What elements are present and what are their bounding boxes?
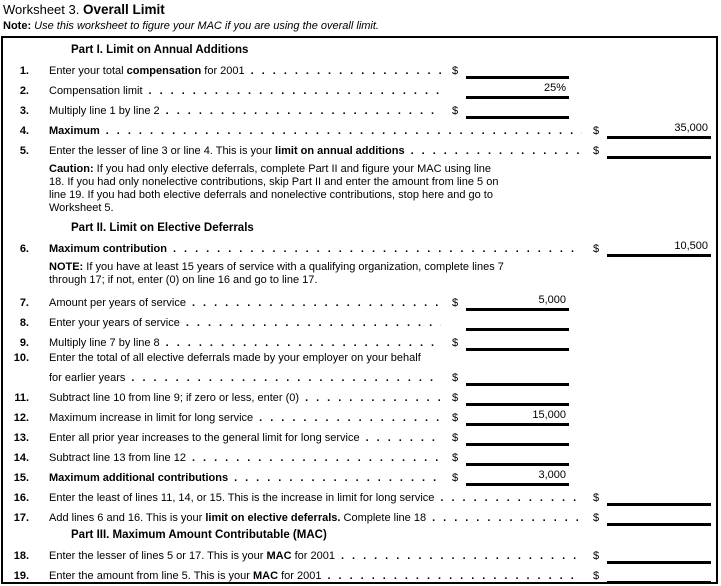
answer-value-line-15: 3,000 [538,469,566,481]
worksheet-row-7 [3,291,711,311]
usage-note-label: Note: [3,20,32,32]
answer-blank-line-15 [466,470,569,486]
usage-note-text: Use this worksheet to figure your MAC if you are using the overall limit. [34,20,379,32]
dollar-sign: $ [592,125,600,137]
answer-blank-line-9[interactable] [466,335,569,351]
dotted-leader [186,317,441,331]
line-label: Enter the lesser of lines 5 or 17. This is your MAC for 2001 [49,550,335,562]
line-label: Add lines 6 and 16. This is your limit on elective deferrals. Complete line 18 [49,512,427,524]
answer-blank-line-18[interactable] [607,548,711,564]
answer-value-line-7: 5,000 [538,294,566,306]
dollar-sign: $ [451,337,459,349]
worksheet-row-10 [3,351,711,366]
worksheet-row-10-cont [3,366,711,386]
line-number: 2. [19,85,29,97]
answer-value-line-6: 10,500 [674,240,708,252]
dollar-sign: $ [592,512,600,524]
line-number: 3. [19,105,29,117]
line-number: 14. [13,452,29,464]
dollar-sign: $ [451,372,459,384]
caution-note: Caution: If you had only elective deferrals, complete Part II and figure your MAC using line 18. If you had only nonelective contributions, skip Part II and enter the amount from line 5 on line 19. If you had both elective deferrals and nonelective contributions, stop here and go to Worksheet 5. [49,163,499,214]
worksheet-row-6 [3,237,711,257]
dollar-sign: $ [451,105,459,117]
dollar-sign: $ [451,297,459,309]
line-label: Subtract line 13 from line 12 [49,452,186,464]
answer-blank-line-17[interactable] [607,510,711,526]
line-number: 6. [19,243,29,255]
part-3-heading: Part III. Maximum Amount Contributable (MAC) [71,529,327,541]
answer-area [444,390,569,406]
service-note-label: NOTE: [49,261,87,273]
dotted-leader [259,412,441,426]
dollar-sign: $ [592,492,600,504]
dollar-sign: $ [451,452,459,464]
worksheet-row-9 [3,331,711,351]
worksheet-row-11 [3,386,711,406]
line-number: 5. [19,145,29,157]
line-number: 1. [19,65,29,77]
worksheet-row-15 [3,466,711,486]
dotted-leader [341,550,582,564]
answer-blank-line-11[interactable] [466,390,569,406]
dotted-leader [131,372,441,386]
dotted-leader [366,432,441,446]
worksheet-name: Overall Limit [82,2,165,17]
answer-area [585,143,711,159]
dotted-leader [411,145,582,159]
answer-area [585,241,711,257]
worksheet-row-18 [3,544,711,564]
dotted-leader [106,125,582,139]
answer-blank-line-5[interactable] [607,143,711,159]
worksheet-row-2 [3,79,711,99]
answer-value-line-12: 15,000 [532,409,566,421]
worksheet-row-14 [3,446,711,466]
line-number: 15. [13,472,29,484]
answer-blank-line-3[interactable] [466,103,569,119]
dotted-leader [234,472,441,486]
line-label: Maximum increase in limit for long service [49,412,254,424]
line-label: Enter all prior year increases to the general limit for long service [49,432,360,444]
answer-area [585,548,711,564]
line-label: Enter the total of all elective deferrals made by your employer on your behalf [49,352,421,364]
answer-area [444,103,569,119]
worksheet-box [1,36,718,584]
line-number: 7. [19,297,29,309]
answer-area [444,315,569,331]
answer-area [444,295,569,311]
line-number: 11. [14,392,29,404]
line-number: 8. [19,317,29,329]
answer-blank-line-4 [607,123,711,139]
page-title [0,0,721,17]
worksheet-row-8 [3,311,711,331]
answer-area [444,83,569,99]
answer-area [444,470,569,486]
dotted-leader [305,392,441,406]
line-label: Maximum contribution [49,243,167,255]
line-label: Enter the amount from line 5. This is your MAC for 2001 [49,570,322,582]
line-number: 12. [13,412,29,424]
line-label: Maximum [49,125,100,137]
line-label: Maximum additional contributions [49,472,229,484]
dotted-leader [440,492,582,506]
answer-blank-line-12 [466,410,569,426]
answer-area [585,568,711,584]
answer-area [444,370,569,386]
dotted-leader [166,337,441,351]
answer-blank-line-14[interactable] [466,450,569,466]
line-label: Compensation limit [49,85,143,97]
worksheet-row-1 [3,59,711,79]
worksheet-row-4 [3,119,711,139]
part-2-heading: Part II. Limit on Elective Deferrals [71,222,254,234]
answer-value-line-4: 35,000 [674,122,708,134]
line-number: 9. [19,337,29,349]
line-label: Multiply line 1 by line 2 [49,105,160,117]
answer-blank-line-6 [607,241,711,257]
line-number: 16. [13,492,29,504]
answer-blank-line-1[interactable] [466,63,569,79]
answer-blank-line-7 [466,295,569,311]
dotted-leader [432,512,582,526]
dollar-sign: $ [451,392,459,404]
answer-blank-line-8[interactable] [466,315,569,331]
worksheet-row-19 [3,564,711,584]
line-number: 4. [19,125,29,137]
line-label: Multiply line 7 by line 8 [49,337,160,349]
answer-area [585,123,711,139]
answer-value-line-2: 25% [543,82,566,94]
dotted-leader [166,105,441,119]
line-label: for earlier years [49,372,126,384]
line-number: 13. [13,432,29,444]
worksheet-row-12 [3,406,711,426]
dotted-leader [327,570,582,584]
line-label: Enter your years of service [49,317,180,329]
dotted-leader [192,297,441,311]
answer-blank-line-13[interactable] [466,430,569,446]
line-number: 19. [13,570,29,582]
answer-area [444,410,569,426]
dollar-sign: $ [592,243,600,255]
answer-area [444,335,569,351]
dollar-sign: $ [451,432,459,444]
answer-blank-line-16[interactable] [607,490,711,506]
answer-area [585,490,711,506]
dotted-leader [173,243,582,257]
dollar-sign: $ [592,145,600,157]
worksheet-number: Worksheet 3. [3,2,80,17]
part-1-heading: Part I. Limit on Annual Additions [71,44,249,56]
dotted-leader [192,452,441,466]
line-number [3,384,29,386]
answer-area [444,63,569,79]
line-label: Subtract line 10 from line 9; if zero or less, enter (0) [49,392,300,404]
answer-area [444,450,569,466]
service-note: NOTE: If you have at least 15 years of service with a qualifying organization, complete lines 7 through 17; if not, enter (0) on line 16 and go to line 17. [49,261,504,286]
dotted-leader [149,85,441,99]
answer-area [444,430,569,446]
line-label: Enter your total compensation for 2001 [49,65,245,77]
dollar-sign: $ [451,472,459,484]
line-number: 10. [13,352,29,364]
worksheet-row-5 [3,139,711,159]
line-number: 18. [13,550,29,562]
dollar-sign: $ [451,65,459,77]
dotted-leader [251,65,441,79]
answer-blank-line-10[interactable] [466,370,569,386]
line-label: Enter the lesser of line 3 or line 4. This is your limit on annual additions [49,145,405,157]
caution-note-label: Caution: [49,163,97,175]
line-number: 17. [13,512,29,524]
dollar-sign: $ [451,412,459,424]
dollar-sign: $ [592,550,600,562]
worksheet-row-3 [3,99,711,119]
worksheet-row-17 [3,506,711,526]
dollar-sign: $ [592,570,600,582]
answer-blank-line-2 [466,83,569,99]
worksheet-row-16 [3,486,711,506]
line-label: Amount per years of service [49,297,186,309]
line-label: Enter the least of lines 11, 14, or 15. This is the increase in limit for long service [49,492,435,504]
usage-note [0,17,721,32]
answer-area [585,510,711,526]
worksheet-row-13 [3,426,711,446]
answer-blank-line-19[interactable] [607,568,711,584]
